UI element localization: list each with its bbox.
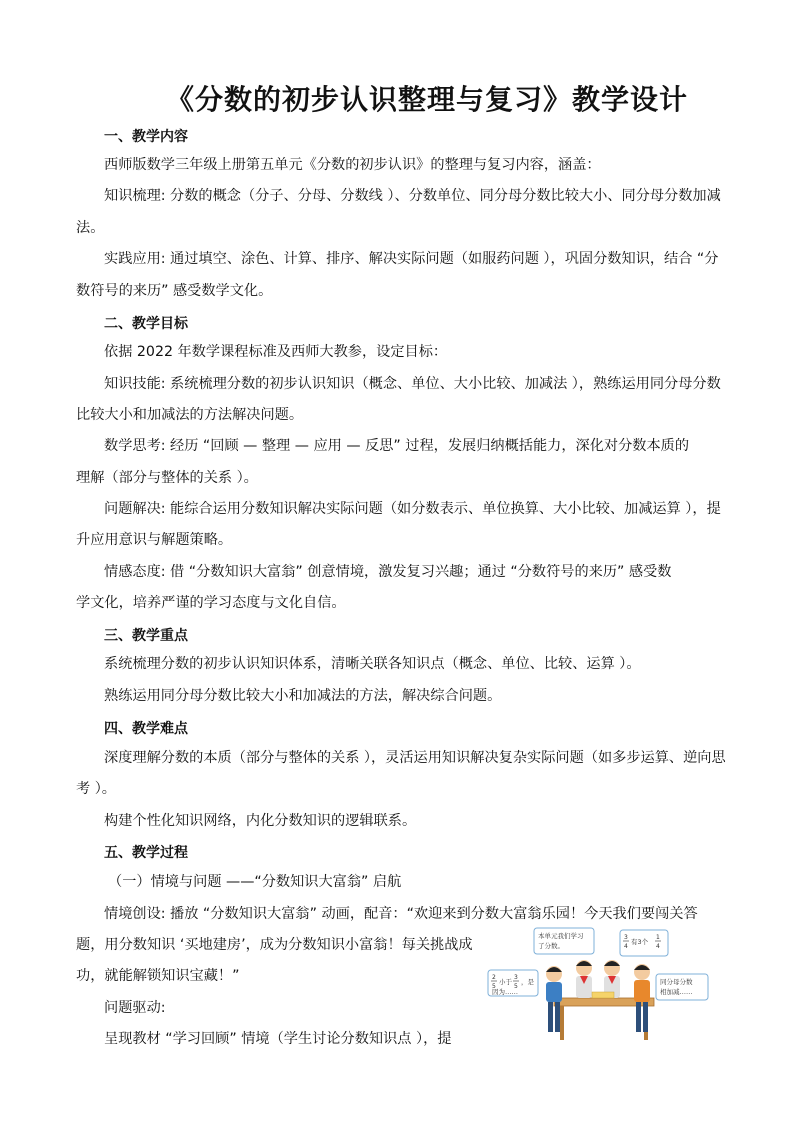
paragraph: 升应用意识与解题策略。: [76, 532, 233, 548]
section-heading-goals: 二、教学目标: [104, 316, 188, 332]
paragraph: 知识技能: 系统梳理分数的初步认识知识（概念、单位、大小比较、加减法 ），熟练运用同分母分数: [104, 376, 721, 392]
bubble-text: 同分母分数: [660, 978, 693, 986]
paragraph: 问题解决: 能综合运用分数知识解决实际问题（如分数表示、单位换算、大小比较、加减运算 ），提: [104, 501, 721, 517]
document-title: 《分数的初步认识整理与复习》教学设计: [165, 83, 688, 116]
subsection-heading: （一）情境与问题 ——“分数知识大富翁” 启航: [108, 874, 402, 890]
paragraph: 情境创设: 播放 “分数知识大富翁” 动画，配音：“欢迎来到分数大富翁乐园！今天我们要闯关答: [104, 906, 698, 922]
paragraph: 依据 2022 年数学课程标准及西师大教参，设定目标：: [104, 344, 448, 360]
svg-text:5: 5: [492, 983, 496, 990]
paragraph: 构建个性化知识网络，内化分数知识的逻辑联系。: [104, 813, 417, 829]
paragraph: 学文化，培养严谨的学习态度与文化自信。: [76, 595, 346, 611]
students-discussion-illustration: [484, 926, 720, 1044]
student-body: [546, 982, 562, 1002]
paragraph: 理解（部分与整体的关系 ）。: [76, 470, 258, 486]
svg-text:4: 4: [656, 943, 660, 950]
svg-text:5: 5: [514, 983, 518, 990]
svg-text:3: 3: [514, 974, 518, 981]
paragraph: 数符号的来历” 感受数学文化。: [76, 283, 273, 299]
paragraph: 题，用分数知识 ‘买地建房’，成为分数知识小富翁！每关挑战成: [76, 937, 473, 953]
bubble-text: 小于: [499, 978, 512, 986]
paragraph: 系统梳理分数的初步认识知识体系，清晰关联各知识点（概念、单位、比较、运算 ）。: [104, 656, 641, 672]
table-leg: [560, 1006, 564, 1040]
bubble-text: 因为……: [492, 988, 518, 996]
paragraph: 问题驱动:: [104, 1000, 166, 1016]
student-body: [634, 980, 650, 1002]
paragraph: 熟练运用同分母分数比较大小和加减法的方法，解决综合问题。: [104, 688, 502, 704]
paragraph: 功，就能解锁知识宝藏！”: [76, 968, 240, 984]
bubble-text: 有3个: [631, 938, 649, 946]
paragraph: 法。: [76, 220, 105, 236]
bubble-text: 相加减……: [660, 988, 693, 996]
paragraph: 西师版数学三年级上册第五单元《分数的初步认识》的整理与复习内容，涵盖：: [104, 157, 601, 173]
book: [592, 992, 614, 998]
bubble-text: ，是: [521, 978, 534, 986]
svg-text:4: 4: [624, 943, 628, 950]
svg-text:2: 2: [492, 974, 496, 981]
bubble-text: 了分数。: [538, 942, 564, 950]
paragraph: 呈现教材 “学习回顾” 情境（学生讨论分数知识点 ），提: [104, 1031, 452, 1047]
paragraph: 情感态度: 借 “分数知识大富翁” 创意情境，激发复习兴趣；通过 “分数符号的来历” 感受数: [104, 564, 672, 580]
svg-text:3: 3: [624, 934, 628, 941]
section-heading-content: 一、教学内容: [104, 129, 188, 145]
section-heading-key-points: 三、教学重点: [104, 628, 188, 644]
paragraph: 数学思考: 经历 “回顾 — 整理 — 应用 — 反思” 过程，发展归纳概括能力，深化对分数本质的: [104, 438, 690, 454]
section-heading-process: 五、教学过程: [104, 845, 188, 861]
paragraph: 考 ）。: [76, 781, 116, 797]
paragraph: 比较大小和加减法的方法解决问题。: [76, 407, 304, 423]
paragraph: 深度理解分数的本质（部分与整体的关系 ），灵活运用知识解决复杂实际问题（如多步运算、逆向思: [104, 750, 726, 766]
paragraph: 实践应用: 通过填空、涂色、计算、排序、解决实际问题（如服药问题 ），巩固分数知识，结合 “分: [104, 251, 719, 267]
bubble-text: 本单元我们学习: [538, 932, 584, 940]
paragraph: 知识梳理: 分数的概念（分子、分母、分数线 ）、分数单位、同分母分数比较大小、同分母分数加减: [104, 188, 721, 204]
section-heading-difficulties: 四、教学难点: [104, 721, 188, 737]
svg-text:1: 1: [656, 934, 660, 941]
